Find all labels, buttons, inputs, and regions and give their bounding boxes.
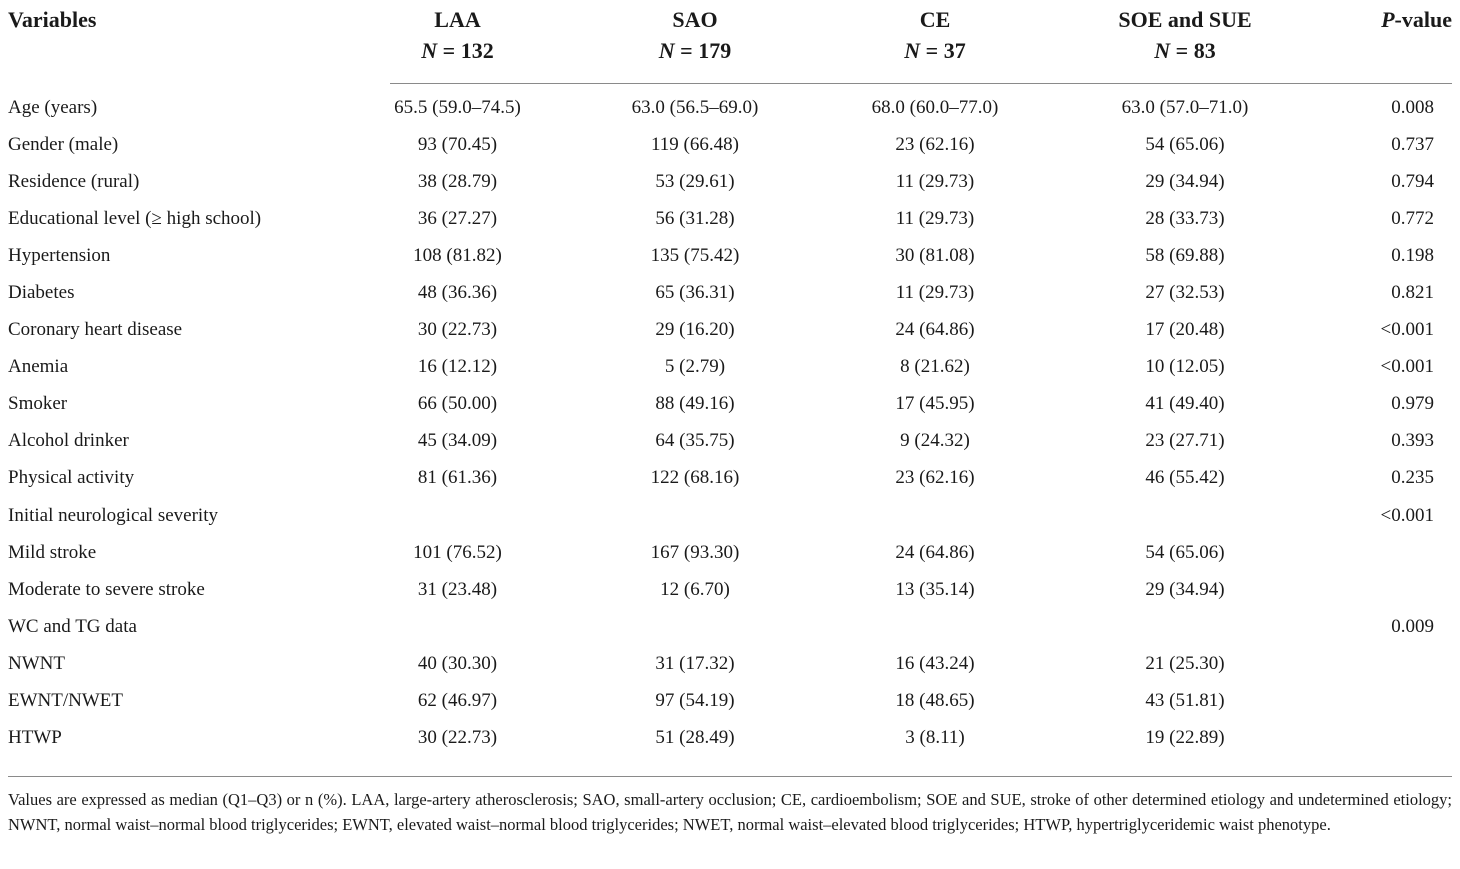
cell-soe: 29 (34.94) [1145, 578, 1225, 600]
n-value: = 179 [680, 38, 732, 63]
cell-soe: 21 (25.30) [1145, 652, 1225, 674]
header-group-sao [590, 0, 800, 79]
cell-variable: Age (years) [8, 96, 98, 118]
cell-sao: 167 (93.30) [650, 541, 740, 563]
cell-laa: 108 (81.82) [413, 244, 502, 266]
cell-p-value: 0.979 [1391, 393, 1434, 415]
cell-sao: 135 (75.42) [650, 244, 740, 266]
cell-ce: 9 (24.32) [900, 430, 970, 452]
cell-p-value: 0.737 [1391, 133, 1434, 155]
table-row [0, 497, 1460, 534]
cell-ce: 8 (21.62) [900, 356, 970, 378]
cell-sao [590, 608, 800, 645]
n-label: N [658, 38, 675, 63]
cell-p-value: 0.794 [1391, 170, 1434, 192]
group-name: CE [919, 7, 951, 32]
cell-laa: 30 (22.73) [417, 319, 498, 341]
table-row [0, 534, 1460, 571]
table-row [0, 423, 1460, 460]
header-row [0, 0, 1460, 79]
table-row [0, 460, 1460, 497]
n-value: = 83 [1175, 38, 1216, 63]
cell-ce: 17 (45.95) [895, 393, 975, 415]
cell-laa: 30 (22.73) [417, 727, 498, 749]
cell-soe: 29 (34.94) [1145, 170, 1225, 192]
table-footnote: Values are expressed as median (Q1–Q3) or n (%). LAA, large-artery atherosclerosis; SAO, small-artery occlusion; CE, cardioembolism; SOE and SUE, stroke of other determined etiology and undetermined etiology; NWNT, normal waist–normal blood triglycerides; EWNT, elevated waist–normal blood triglycerides; NWET, normal waist–elevated blood triglycerides; HTWP, hypertriglyceridemic waist phenotype. [8, 790, 1452, 834]
cell-ce: 23 (62.16) [895, 133, 975, 155]
cell-variable: WC and TG data [8, 615, 137, 637]
cell-soe [1070, 608, 1300, 645]
cell-sao: 53 (29.61) [655, 170, 735, 192]
cell-sao: 88 (49.16) [655, 393, 735, 415]
cell-variable: Coronary heart disease [8, 319, 183, 341]
cell-sao: 65 (36.31) [655, 282, 735, 304]
cell-laa: 40 (30.30) [417, 652, 498, 674]
cell-sao: 31 (17.32) [655, 652, 735, 674]
header-group-ce [800, 0, 1070, 79]
cell-p-value: 0.821 [1391, 282, 1434, 304]
n-value: = 132 [442, 38, 494, 63]
table-row [0, 312, 1460, 349]
cell-variable: Gender (male) [8, 133, 119, 155]
table-row [0, 349, 1460, 386]
table-header [0, 0, 1460, 79]
group-n [1070, 35, 1300, 66]
spacer-row [0, 79, 1460, 89]
group-n [800, 35, 1070, 66]
cell-laa: 36 (27.27) [417, 207, 498, 229]
cell-p-value [1300, 645, 1460, 682]
cell-ce: 24 (64.86) [895, 319, 975, 341]
cell-ce: 13 (35.14) [895, 578, 975, 600]
cell-sao: 5 (2.79) [664, 356, 726, 378]
cell-ce: 30 (81.08) [895, 244, 975, 266]
cell-soe: 43 (51.81) [1145, 690, 1225, 712]
cell-soe: 63.0 (57.0–71.0) [1121, 96, 1249, 118]
cell-laa: 81 (61.36) [417, 467, 498, 489]
group-n [325, 35, 590, 66]
cell-ce: 3 (8.11) [905, 727, 965, 749]
table-row [0, 200, 1460, 237]
table-row [0, 274, 1460, 311]
cell-soe: 23 (27.71) [1145, 430, 1225, 452]
cell-soe: 19 (22.89) [1145, 727, 1225, 749]
header-variables: Variables [8, 7, 97, 32]
cell-laa [325, 608, 590, 645]
cell-p-value: 0.772 [1391, 207, 1434, 229]
cell-sao [590, 497, 800, 534]
cell-sao: 122 (68.16) [650, 467, 740, 489]
cell-laa [325, 497, 590, 534]
cell-soe: 17 (20.48) [1145, 319, 1225, 341]
cell-sao: 51 (28.49) [655, 727, 735, 749]
cell-p-value: 0.393 [1391, 430, 1434, 452]
cell-p-value: 0.008 [1391, 96, 1434, 118]
cell-ce: 23 (62.16) [895, 467, 975, 489]
cell-p-value [1300, 720, 1460, 757]
cell-ce: 11 (29.73) [895, 207, 975, 229]
cell-variable: Smoker [8, 393, 68, 415]
cell-sao: 56 (31.28) [655, 207, 735, 229]
table-row [0, 163, 1460, 200]
cell-laa: 45 (34.09) [417, 430, 498, 452]
cell-ce [800, 608, 1070, 645]
cell-p-value [1300, 571, 1460, 608]
header-group-soe-sue [1070, 0, 1300, 79]
cell-ce: 24 (64.86) [895, 541, 975, 563]
cell-soe: 58 (69.88) [1145, 244, 1225, 266]
p-suffix: -value [1394, 7, 1452, 32]
cell-soe: 46 (55.42) [1145, 467, 1225, 489]
cell-ce [800, 497, 1070, 534]
table-row [0, 608, 1460, 645]
cell-p-value [1300, 683, 1460, 720]
cell-soe: 28 (33.73) [1145, 207, 1225, 229]
cell-variable: Alcohol drinker [8, 430, 129, 452]
cell-variable: Diabetes [8, 282, 75, 304]
cell-laa: 93 (70.45) [417, 133, 498, 155]
cell-soe: 54 (65.06) [1145, 541, 1225, 563]
cell-p-value: 0.009 [1391, 615, 1434, 637]
header-p-value [1300, 0, 1460, 79]
cell-variable: Initial neurological severity [8, 504, 218, 526]
cell-laa: 65.5 (59.0–74.5) [394, 96, 521, 118]
cell-laa: 66 (50.00) [417, 393, 498, 415]
cell-sao: 63.0 (56.5–69.0) [631, 96, 759, 118]
p-prefix: P [1381, 7, 1395, 32]
n-value: = 37 [925, 38, 966, 63]
table-row [0, 683, 1460, 720]
cell-variable: Physical activity [8, 467, 135, 489]
table-row [0, 237, 1460, 274]
group-name: SAO [672, 7, 718, 32]
table-row [0, 645, 1460, 682]
cell-variable: Mild stroke [8, 541, 97, 563]
group-n [590, 35, 800, 66]
cell-ce: 11 (29.73) [895, 170, 975, 192]
cell-soe: 54 (65.06) [1145, 133, 1225, 155]
cell-soe: 27 (32.53) [1145, 282, 1225, 304]
cell-soe: 10 (12.05) [1145, 356, 1225, 378]
table-row [0, 126, 1460, 163]
cell-ce: 18 (48.65) [895, 690, 975, 712]
group-name: LAA [434, 7, 481, 32]
cell-sao: 64 (35.75) [655, 430, 735, 452]
header-divider [390, 83, 1452, 84]
n-label: N [421, 38, 438, 63]
group-name: SOE and SUE [1118, 7, 1252, 32]
cell-p-value: <0.001 [1380, 504, 1434, 526]
cell-ce: 68.0 (60.0–77.0) [871, 96, 999, 118]
cell-soe [1070, 497, 1300, 534]
n-label: N [904, 38, 921, 63]
cell-laa: 16 (12.12) [417, 356, 498, 378]
cell-sao: 97 (54.19) [655, 690, 735, 712]
cell-p-value: <0.001 [1380, 356, 1434, 378]
cell-p-value: 0.235 [1391, 467, 1434, 489]
cell-p-value: 0.198 [1391, 244, 1434, 266]
table-row [0, 386, 1460, 423]
cell-sao: 29 (16.20) [655, 319, 735, 341]
cell-variable: Anemia [8, 356, 69, 378]
table-row [0, 720, 1460, 757]
n-label: N [1154, 38, 1171, 63]
cell-laa: 31 (23.48) [417, 578, 498, 600]
cell-variable: Hypertension [8, 244, 111, 266]
cell-laa: 62 (46.97) [417, 690, 498, 712]
cell-variable: Residence (rural) [8, 170, 140, 192]
cell-p-value [1300, 534, 1460, 571]
cell-variable: HTWP [8, 727, 62, 749]
cell-laa: 101 (76.52) [413, 541, 502, 563]
cell-variable: Moderate to severe stroke [8, 578, 205, 600]
table-body [0, 79, 1460, 757]
header-group-laa [325, 0, 590, 79]
cell-sao: 119 (66.48) [651, 133, 739, 155]
table-row [0, 571, 1460, 608]
table-row [0, 89, 1460, 126]
cell-variable: NWNT [8, 652, 65, 674]
cell-p-value: <0.001 [1380, 319, 1434, 341]
cell-variable: EWNT/NWET [8, 690, 124, 712]
table-bottom-divider [8, 776, 1452, 777]
cell-ce: 16 (43.24) [895, 652, 975, 674]
cell-sao: 12 (6.70) [660, 578, 730, 600]
cell-laa: 38 (28.79) [417, 170, 498, 192]
cell-soe: 41 (49.40) [1145, 393, 1225, 415]
cell-variable: Educational level (≥ high school) [8, 207, 262, 229]
cell-ce: 11 (29.73) [895, 282, 975, 304]
cell-laa: 48 (36.36) [417, 282, 498, 304]
